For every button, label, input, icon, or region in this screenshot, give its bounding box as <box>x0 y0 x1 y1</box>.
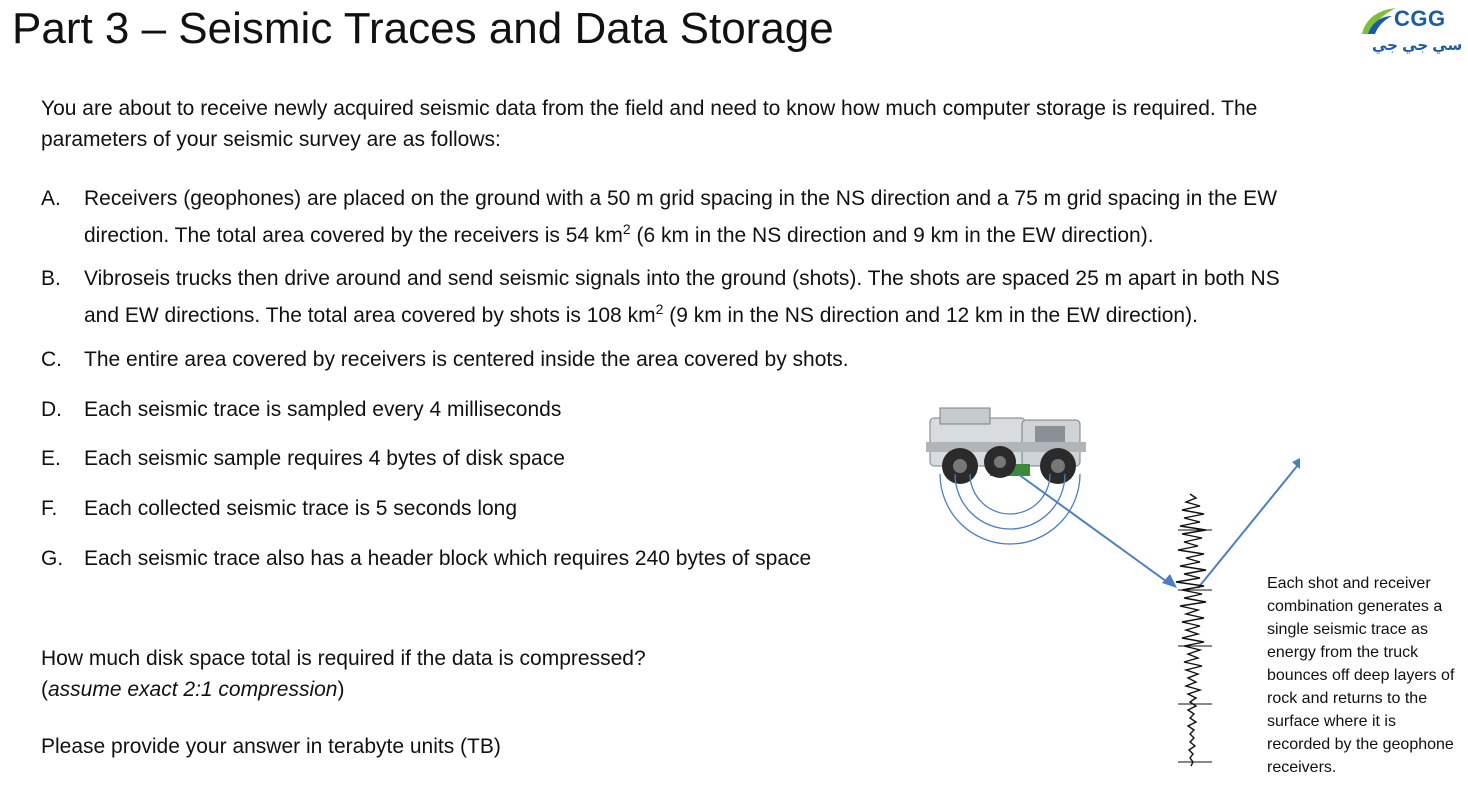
superscript: 2 <box>655 301 664 317</box>
list-text <box>84 263 1280 331</box>
question <box>41 643 646 705</box>
question-line-1: How much disk space total is required if the data is compressed? <box>41 647 646 670</box>
logo-text: CGG <box>1394 6 1446 31</box>
intro-line-1: You are about to receive newly acquired seismic data from the field and need to know how much computer storage is required. The <box>41 97 1258 120</box>
question-line-2 <box>41 674 646 705</box>
incident-ray-arrow <box>1018 474 1170 584</box>
superscript: 2 <box>622 221 631 237</box>
list-letter: E. <box>41 447 61 470</box>
cgg-leaf-icon <box>1358 4 1398 36</box>
text-part: (6 km in the NS direction and 9 km in the EW direction). <box>630 224 1154 247</box>
reflected-ray-arrow <box>1198 460 1300 588</box>
compression-note: assume exact 2:1 compression <box>48 678 338 701</box>
list-letter: A. <box>41 187 61 210</box>
logo-arabic-text: سي جي جي <box>1372 37 1463 54</box>
arrowhead <box>1162 574 1177 588</box>
list-text-line-1: Vibroseis trucks then drive around and send seismic signals into the ground (shots). The shots are spaced 25 m apart in both NS <box>84 267 1280 290</box>
illustration-caption: Each shot and receiver combination generates a single seismic trace as energy from the truck bounces off deep layers of rock and returns to the surface where it is recorded by the geophone receivers. <box>1267 575 1455 776</box>
text-part: ) <box>337 678 345 701</box>
list-text-line-2 <box>84 214 1277 251</box>
list-letter: B. <box>41 267 61 290</box>
list-text: Each seismic sample requires 4 bytes of disk space <box>84 447 565 470</box>
list-letter: F. <box>41 497 58 520</box>
cgg-logo <box>1356 2 1466 62</box>
text-part: ( <box>41 678 48 701</box>
list-text: Each collected seismic trace is 5 seconds long <box>84 497 518 520</box>
vibroseis-truck-icon <box>926 408 1086 484</box>
list-text: The entire area covered by receivers is centered inside the area covered by shots. <box>84 348 849 371</box>
list-text-line-1: Receivers (geophones) are placed on the ground with a 50 m grid spacing in the NS direction and a 75 m grid spacing in the EW <box>84 187 1278 210</box>
intro-paragraph <box>41 93 1431 155</box>
page-title: Part 3 – Seismic Traces and Data Storage <box>12 4 834 53</box>
seismic-wave-arcs <box>940 474 1080 544</box>
seismic-trace <box>1176 494 1212 766</box>
trace-waveform <box>1176 494 1206 766</box>
seismic-illustration <box>900 390 1300 790</box>
text-part: (9 km in the NS direction and 12 km in the EW direction). <box>663 304 1198 327</box>
list-letter: C. <box>41 348 62 371</box>
list-text: Each seismic trace is sampled every 4 milliseconds <box>84 398 562 421</box>
intro-line-2: parameters of your seismic survey are as follows: <box>41 128 501 151</box>
list-text: Each seismic trace also has a header block which requires 240 bytes of space <box>84 547 812 570</box>
list-letter: G. <box>41 547 64 570</box>
list-text-line-2 <box>84 294 1280 331</box>
text-part: and EW directions. The total area covered by shots is 108 km <box>84 304 656 327</box>
list-text <box>84 183 1277 251</box>
list-letter: D. <box>41 398 62 421</box>
text-part: direction. The total area covered by the receivers is 54 km <box>84 224 623 247</box>
answer-prompt: Please provide your answer in terabyte units (TB) <box>41 735 501 758</box>
